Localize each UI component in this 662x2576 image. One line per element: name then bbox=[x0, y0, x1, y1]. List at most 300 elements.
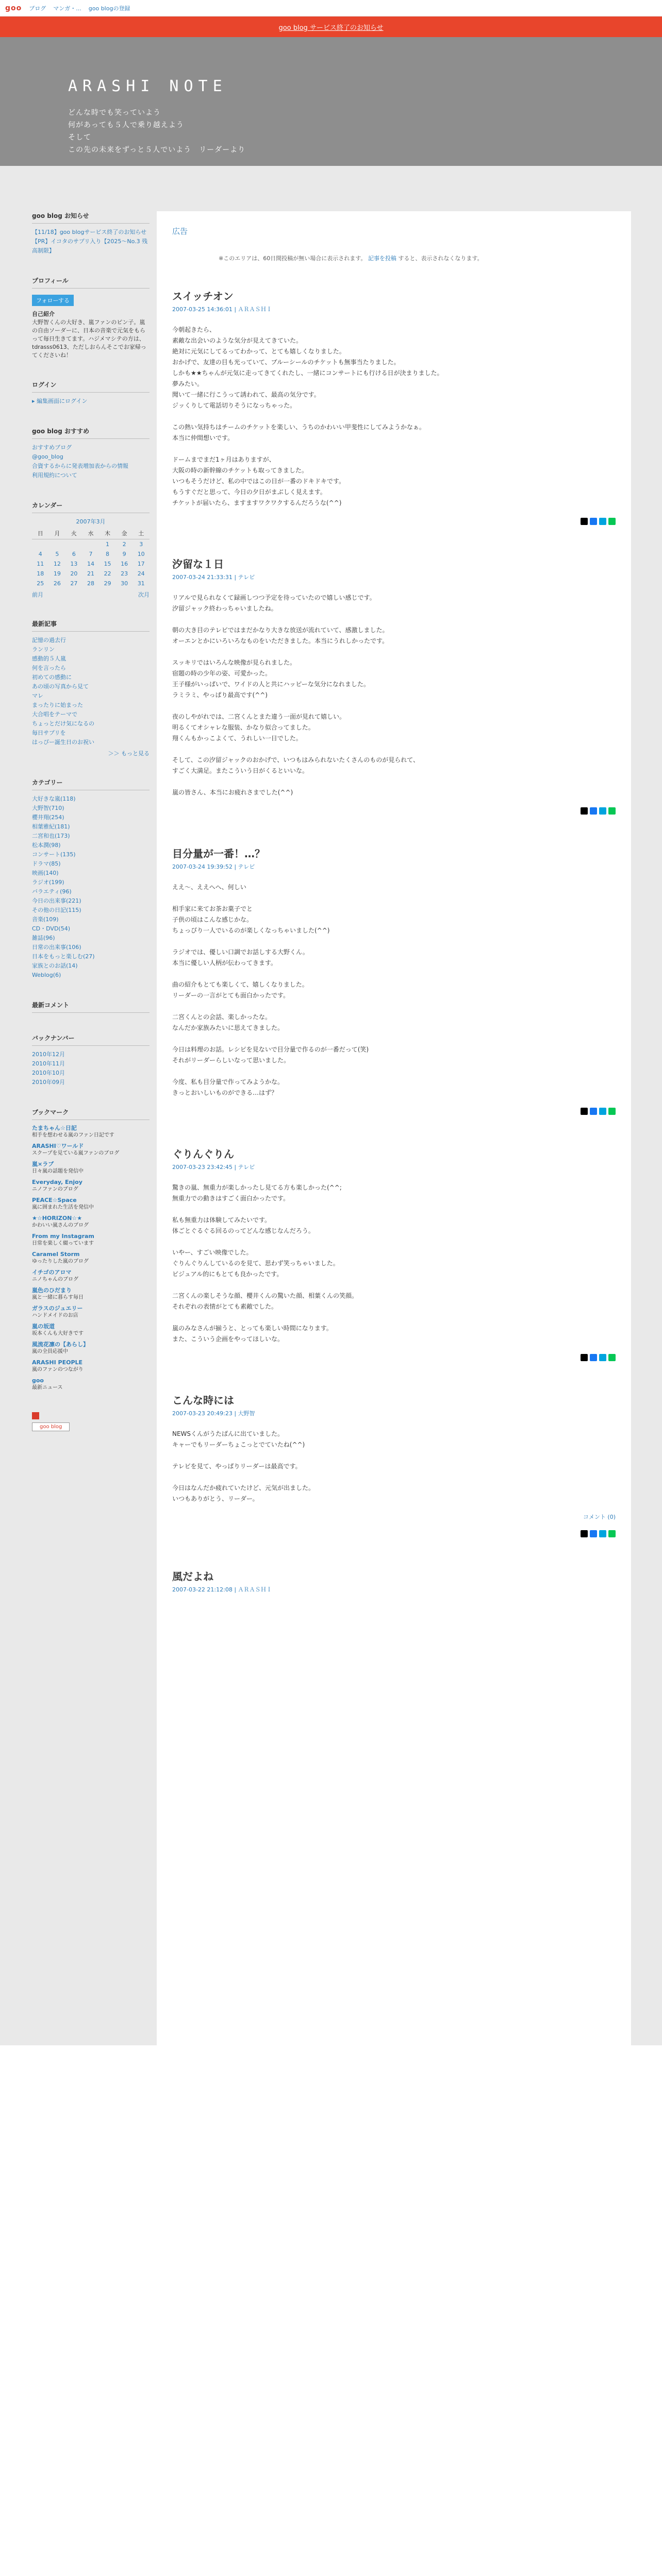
post-title[interactable]: こんな時には bbox=[172, 1394, 234, 1406]
recent-item[interactable]: 初めての感動に bbox=[32, 674, 72, 681]
category-item[interactable]: その他の日記(115) bbox=[32, 907, 81, 913]
post-line: スッキリではいろんな映像が見られました。 bbox=[172, 659, 296, 666]
calendar-day[interactable] bbox=[32, 539, 49, 550]
calendar-day[interactable]: 21 bbox=[87, 570, 94, 577]
post-line: ラジオでは、優しい口調でお話しする大野くん。 bbox=[172, 948, 309, 956]
bookmark-item bbox=[32, 1323, 150, 1337]
bookmark-item bbox=[32, 1214, 150, 1229]
post-body bbox=[172, 325, 616, 509]
bookmark-link[interactable]: Everyday, Enjoy bbox=[32, 1179, 82, 1185]
post-title[interactable]: スイッチオン bbox=[172, 290, 234, 302]
bookmark-link[interactable]: ガラスのジュエリー bbox=[32, 1305, 83, 1312]
calendar-month: 2007年3月 bbox=[76, 518, 106, 525]
recommend-item[interactable]: 合資するからに発表増加表からの情報 bbox=[32, 463, 128, 469]
ad-label: 広告 bbox=[172, 227, 188, 236]
recent-item[interactable]: はっぴー誕生日のお祝い bbox=[32, 739, 94, 745]
bookmark-link[interactable]: From my Instagram bbox=[32, 1233, 94, 1240]
post-line bbox=[172, 744, 616, 755]
category-item[interactable]: 日本をもっと楽しむ(27) bbox=[32, 953, 95, 960]
post-line: いつもありがとう、リーダー。 bbox=[172, 1495, 259, 1502]
recent-item[interactable]: ちょっとだけ気になるの bbox=[32, 720, 94, 727]
recent-item[interactable]: 記憶の過去行 bbox=[32, 637, 66, 643]
post-line: 嵐のみなさんが揃うと、とっても楽しい時間になります。 bbox=[172, 1325, 333, 1332]
post-line: 今日はなんだか疲れていたけど、元気が出ました。 bbox=[172, 1484, 315, 1492]
recent-item[interactable]: マレ bbox=[32, 692, 43, 699]
calendar-day[interactable]: 17 bbox=[137, 561, 145, 567]
post-line bbox=[172, 1450, 616, 1461]
category-item[interactable]: 家族とのお話(14) bbox=[32, 962, 78, 969]
blog-desc-line: そして bbox=[68, 133, 91, 142]
calendar-day[interactable] bbox=[49, 539, 66, 550]
category-item[interactable]: 松本潤(98) bbox=[32, 842, 61, 849]
post-line: それぞれの表情がとても素敵でした。 bbox=[172, 1303, 278, 1310]
post-line: 嵐の皆さん、本当にお疲れさまでした(^^) bbox=[172, 789, 293, 796]
blog-title[interactable]: ARASHI NOTE bbox=[68, 77, 227, 95]
post-line: いやー、すごい映像でした。 bbox=[172, 1249, 253, 1256]
calendar-day[interactable]: 6 bbox=[72, 551, 76, 557]
hatena-share-icon[interactable] bbox=[599, 1530, 606, 1537]
post-line: すごく大満足。またこういう日がくるといいな。 bbox=[172, 767, 309, 774]
category-item[interactable]: Weblog(6) bbox=[32, 972, 61, 978]
bookmark-item bbox=[32, 1286, 150, 1301]
calendar-day[interactable]: 26 bbox=[53, 580, 61, 587]
sidebar-bookmark bbox=[32, 1108, 150, 1392]
share-buttons bbox=[172, 1354, 616, 1361]
sidebar-comments-title: 最新コメント bbox=[32, 1001, 150, 1013]
goo-logo[interactable]: goo bbox=[5, 4, 22, 12]
sidebar-category bbox=[32, 778, 150, 980]
recent-item[interactable]: ランリン bbox=[32, 646, 55, 653]
bookmark-link[interactable]: ARASHI♡ワールド bbox=[32, 1143, 84, 1149]
calendar-day[interactable]: 7 bbox=[89, 551, 93, 557]
blog-post bbox=[172, 1392, 616, 1537]
recent-item[interactable]: 毎日サプリを bbox=[32, 730, 66, 736]
post-line: そして、この汐留ジャックのおかげで、いつもはみられないたくさんのものが見られて、 bbox=[172, 756, 420, 764]
x-share-icon[interactable] bbox=[581, 518, 588, 525]
post-body bbox=[172, 882, 616, 1098]
post-line: 聞いて一緒に行こうって誘われて、最高の気分です。 bbox=[172, 391, 320, 398]
post-line: 絶対に元気にしてるってわかって、とても嬉しくなりました。 bbox=[172, 348, 345, 355]
post-line: きっとおいしいものができる…はず？ bbox=[172, 1089, 278, 1096]
post-line: いつもそうだけど、私の中ではこの日が一番のドキドキです。 bbox=[172, 478, 345, 485]
sidebar-category-title: カテゴリー bbox=[32, 778, 150, 790]
calendar-day[interactable]: 20 bbox=[70, 570, 78, 577]
post-line: 王子様がいっぱいで、ワイドの人と共にハッピーな気分になれました。 bbox=[172, 681, 370, 688]
recommend-item[interactable]: @goo_blog bbox=[32, 453, 63, 460]
facebook-share-icon[interactable] bbox=[590, 1354, 597, 1361]
blog-post bbox=[172, 1568, 616, 1594]
post-line: 本当に優しい人柄が伝わってきます。 bbox=[172, 959, 277, 967]
bookmark-item bbox=[32, 1196, 150, 1211]
goo-blog-badge[interactable]: goo blog bbox=[32, 1422, 70, 1431]
calendar-day[interactable]: 11 bbox=[37, 561, 44, 567]
calendar-day[interactable]: 23 bbox=[121, 570, 128, 577]
share-buttons bbox=[172, 1108, 616, 1115]
post-meta[interactable]: 2007-03-23 23:42:45 | テレビ bbox=[172, 1164, 255, 1171]
post-line: リアルで見られなくて録画しつつ予定を待っていたので嬉しい感じです。 bbox=[172, 594, 376, 601]
hatena-share-icon[interactable] bbox=[599, 1354, 606, 1361]
post-line bbox=[172, 614, 616, 625]
post-line: 大阪の時の新幹線のチケットも取ってきました。 bbox=[172, 467, 308, 474]
post-meta[interactable]: 2007-03-23 20:49:23 | 大野智 bbox=[172, 1410, 255, 1417]
post-line: オーエンとかにいろいろなものをいただきました。本当にうれしかったです。 bbox=[172, 637, 389, 645]
login-link-label: 編集画面にログイン bbox=[37, 398, 88, 404]
post-line bbox=[172, 1236, 616, 1247]
category-item[interactable]: 大野智(710) bbox=[32, 805, 64, 811]
login-link[interactable] bbox=[32, 397, 150, 406]
calendar-day[interactable]: 18 bbox=[37, 570, 44, 577]
post-line: なんだか家族みたいに思えてきました。 bbox=[172, 1024, 284, 1031]
x-share-icon[interactable] bbox=[581, 1108, 588, 1115]
bookmark-item bbox=[32, 1160, 150, 1175]
calendar-day[interactable]: 19 bbox=[53, 570, 61, 577]
calendar-day-header: 金 bbox=[116, 528, 133, 539]
post-line: この熱い気持ちはチームのチケットを楽しい、うちのかわいい甲斐性にしてみようかなぁ。 bbox=[172, 423, 425, 431]
post-line: 今朝起きたら、 bbox=[172, 326, 216, 333]
line-share-icon[interactable] bbox=[608, 1108, 616, 1115]
sidebar-backnumber-title: バックナンバー bbox=[32, 1033, 150, 1046]
bookmark-link[interactable]: goo bbox=[32, 1377, 44, 1384]
backnumber-item[interactable]: 2010年10月 bbox=[32, 1070, 65, 1076]
bookmark-desc: ゆったりした嵐のブログ bbox=[32, 1259, 89, 1264]
sidebar-comments bbox=[32, 1001, 150, 1013]
post-line: 今日は料理のお話。レシピを見ないで目分量で作るのが一番だって(笑) bbox=[172, 1046, 369, 1053]
calendar-day[interactable]: 30 bbox=[121, 580, 128, 587]
category-item[interactable]: 今日の出来事(221) bbox=[32, 897, 81, 904]
calendar-day[interactable]: 31 bbox=[137, 580, 145, 587]
share-buttons bbox=[172, 807, 616, 815]
post-title[interactable]: 汐留な１日 bbox=[172, 558, 224, 570]
post-line: おかげで、友達の目も光っていて、ブルーシールのチケットも無事当たりました。 bbox=[172, 359, 400, 366]
post-line: 相手家に来てお茶お菓子でと bbox=[172, 905, 253, 912]
bookmark-desc: 日常を楽しく綴っています bbox=[32, 1241, 94, 1246]
bookmark-link[interactable]: 嵐の坂道 bbox=[32, 1323, 55, 1330]
calendar-day[interactable]: 3 bbox=[139, 541, 143, 548]
post-line: 曲の紹介もとても楽しくて、嬉しくなりました。 bbox=[172, 981, 308, 988]
recommend-item[interactable]: おすすめブログ bbox=[32, 444, 72, 451]
category-item[interactable]: 二宮和也(173) bbox=[32, 833, 70, 839]
bookmark-desc: 嵐と一緒に暮らす毎日 bbox=[32, 1295, 84, 1300]
post-meta[interactable]: 2007-03-24 21:33:31 | テレビ bbox=[172, 574, 255, 581]
calendar-day-header: 土 bbox=[133, 528, 150, 539]
post-line: ええ～、ええへへ、何しい bbox=[172, 884, 246, 891]
blog-description bbox=[68, 107, 662, 156]
recent-item[interactable]: 何を言ったら bbox=[32, 665, 66, 671]
post-body bbox=[172, 1429, 616, 1504]
sidebar-bookmark-title: ブックマーク bbox=[32, 1108, 150, 1120]
service-notice-link[interactable]: goo blog サービス終了のお知らせ bbox=[278, 24, 384, 32]
post-meta[interactable]: 2007-03-25 14:36:01 | ＡＲＡＳＨＩ bbox=[172, 306, 272, 313]
category-item[interactable]: 映画(140) bbox=[32, 870, 59, 876]
blog-desc-line: 何があっても５人で乗り越えよう bbox=[68, 121, 184, 129]
calendar-day[interactable]: 28 bbox=[87, 580, 94, 587]
ad-notice-link[interactable]: 記事を投稿 bbox=[368, 255, 396, 262]
calendar-day[interactable]: 1 bbox=[106, 541, 110, 548]
post-line: また、こういう企画をやってほしいな。 bbox=[172, 1335, 284, 1343]
bookmark-item bbox=[32, 1268, 150, 1283]
bookmark-link[interactable]: ★☆HORIZON☆★ bbox=[32, 1215, 82, 1222]
facebook-share-icon[interactable] bbox=[590, 1530, 597, 1537]
post-line: ジッくりして電話切りそうになっちゃった。 bbox=[172, 402, 296, 409]
sidebar-recommend bbox=[32, 427, 150, 480]
backnumber-item[interactable]: 2010年09月 bbox=[32, 1079, 65, 1086]
post-line: チケットが届いたら、ますますワクワクするんだろうな(^^) bbox=[172, 499, 342, 506]
login-icon: ▸ bbox=[32, 398, 37, 404]
bookmark-desc: 相手を想わせる嵐のファン日記です bbox=[32, 1132, 114, 1138]
bookmark-desc: 嵐の全員応援中 bbox=[32, 1349, 68, 1354]
post-line bbox=[172, 444, 616, 454]
post-line: 汐留ジャック終わっちゃいましたね。 bbox=[172, 605, 277, 612]
post-line: ちょっぴり一人でいるのが楽しくなっちゃいました(^^) bbox=[172, 927, 330, 934]
bookmark-link[interactable]: 嵐×ラブ bbox=[32, 1161, 54, 1167]
bookmark-desc: 嵐のファンのつながり bbox=[32, 1367, 84, 1372]
post-line: 驚きの嵐、無重力が楽しかったし見てる方も楽しかった(^^; bbox=[172, 1184, 342, 1191]
post-line bbox=[172, 1472, 616, 1483]
bookmark-desc: ハンドメイドのお店 bbox=[32, 1313, 78, 1318]
facebook-share-icon[interactable] bbox=[590, 807, 597, 815]
bookmark-link[interactable]: イチゴのアロマ bbox=[32, 1269, 72, 1276]
post-line bbox=[172, 411, 616, 422]
comment-link[interactable]: コメント (0) bbox=[583, 1514, 616, 1520]
post-line: 二宮くんの楽しそうな顔、櫻井くんの驚いた顔、相葉くんの笑顔。 bbox=[172, 1292, 358, 1299]
recent-item[interactable]: あの頃の写真から見て bbox=[32, 683, 89, 690]
bookmark-item bbox=[32, 1178, 150, 1193]
sidebar-calendar bbox=[32, 501, 150, 599]
calendar-next[interactable]: 次月 bbox=[138, 591, 150, 598]
post-line: キャーでもリーダーちょこっとでていたね(^^) bbox=[172, 1441, 305, 1448]
post-line: 無重力での動きはすごく面白かったです。 bbox=[172, 1195, 290, 1202]
bookmark-link[interactable]: ARASHI PEOPLE bbox=[32, 1359, 83, 1366]
blog-post bbox=[172, 845, 616, 1115]
post-line bbox=[172, 776, 616, 787]
post-line: ビジュアル的にもとても良かったです。 bbox=[172, 1270, 283, 1278]
calendar-day[interactable] bbox=[82, 539, 100, 550]
line-share-icon[interactable] bbox=[608, 518, 616, 525]
sidebar-calendar-title: カレンダー bbox=[32, 501, 150, 513]
rss-icon[interactable] bbox=[32, 1412, 39, 1419]
calendar-day[interactable]: 4 bbox=[38, 551, 42, 557]
bookmark-desc: スクープを見ている嵐ファンのブログ bbox=[32, 1150, 120, 1156]
post-line: 私も無重力は体験してみたいです。 bbox=[172, 1216, 271, 1224]
calendar-day-header: 水 bbox=[82, 528, 100, 539]
category-item[interactable]: 雑誌(96) bbox=[32, 935, 55, 941]
post-line: 本当に仲間想いです。 bbox=[172, 434, 234, 442]
bookmark-item bbox=[32, 1304, 150, 1319]
calendar-day[interactable]: 29 bbox=[104, 580, 111, 587]
sidebar-info-title: goo blog お知らせ bbox=[32, 211, 150, 224]
post-line: ぐりんぐりんしているのを見て、思わず笑っちゃいました。 bbox=[172, 1260, 339, 1267]
calendar-day[interactable]: 24 bbox=[137, 570, 145, 577]
bookmark-link[interactable]: たまちゃん☆日記 bbox=[32, 1125, 77, 1131]
post-line: NEWSくんがうたばんに出ていました。 bbox=[172, 1430, 284, 1437]
post-body bbox=[172, 592, 616, 798]
calendar-day[interactable]: 2 bbox=[122, 541, 126, 548]
post-line bbox=[172, 701, 616, 711]
category-item[interactable]: 音楽(109) bbox=[32, 916, 59, 923]
ad-notice-tail: すると、表示されなくなります。 bbox=[398, 255, 483, 262]
post-line: 子供の頃はこんな感じかな。 bbox=[172, 916, 253, 923]
calendar-day[interactable]: 5 bbox=[55, 551, 59, 557]
bookmark-link[interactable]: 嵐色のひだまり bbox=[32, 1287, 72, 1294]
topbar-link-manga[interactable]: マンガ・... bbox=[53, 5, 81, 12]
post-line: もうすぐだと思って、今日の夕日がまぶしく見えます。 bbox=[172, 488, 326, 496]
calendar-day[interactable]: 13 bbox=[70, 561, 78, 567]
sidebar-backnumber bbox=[32, 1033, 150, 1087]
calendar-day[interactable]: 16 bbox=[121, 561, 128, 567]
calendar-day[interactable]: 10 bbox=[137, 551, 145, 557]
hatena-share-icon[interactable] bbox=[599, 807, 606, 815]
category-item[interactable]: 大好きな嵐(118) bbox=[32, 795, 76, 802]
service-notice-bar bbox=[0, 16, 662, 37]
category-item[interactable]: 櫻井翔(254) bbox=[32, 814, 64, 821]
bookmark-link[interactable]: PEACE☆Space bbox=[32, 1197, 77, 1204]
recent-item[interactable]: 感動的５人嵐 bbox=[32, 655, 66, 662]
share-buttons bbox=[172, 518, 616, 525]
recent-item[interactable]: まったりに始まった bbox=[32, 702, 83, 708]
calendar-day[interactable]: 15 bbox=[104, 561, 111, 567]
category-item[interactable]: ラジオ(199) bbox=[32, 879, 64, 886]
sidebar bbox=[0, 211, 155, 2045]
page-body bbox=[0, 166, 662, 2045]
post-line: リーダーの一言がとても面白かったです。 bbox=[172, 992, 290, 999]
blog-desc-line: この先の未来をずっと５人でいよう リーダーより bbox=[68, 146, 246, 154]
x-share-icon[interactable] bbox=[581, 1530, 588, 1537]
post-line: 明るくてオシャレな服装、かなり似合ってました。 bbox=[172, 724, 315, 731]
calendar-table bbox=[32, 528, 150, 588]
bookmark-link[interactable]: Caramel Storm bbox=[32, 1251, 80, 1258]
calendar-day-header: 木 bbox=[99, 528, 116, 539]
calendar-day-header: 月 bbox=[49, 528, 66, 539]
blog-header bbox=[0, 37, 662, 166]
calendar-day[interactable] bbox=[65, 539, 82, 550]
post-line bbox=[172, 1312, 616, 1323]
post-line: 夢みたい。 bbox=[172, 380, 204, 387]
sidebar-info bbox=[32, 211, 150, 256]
sidebar-recommend-title: goo blog おすすめ bbox=[32, 427, 150, 439]
ad-notice bbox=[172, 254, 616, 262]
bookmark-item bbox=[32, 1377, 150, 1392]
x-share-icon[interactable] bbox=[581, 1354, 588, 1361]
post-line bbox=[172, 1001, 616, 1012]
hatena-share-icon[interactable] bbox=[599, 1108, 606, 1115]
facebook-share-icon[interactable] bbox=[590, 1108, 597, 1115]
sidebar-login bbox=[32, 380, 150, 406]
post-line bbox=[172, 936, 616, 947]
sidebar-profile-title: プロフィール bbox=[32, 276, 150, 289]
blog-desc-line: どんな時でも笑っていよう bbox=[68, 109, 161, 117]
calendar-day[interactable]: 12 bbox=[53, 561, 61, 567]
post-meta[interactable]: 2007-03-24 19:39:52 | テレビ bbox=[172, 863, 255, 870]
facebook-share-icon[interactable] bbox=[590, 518, 597, 525]
bookmark-desc: 坂本くんも大好きです bbox=[32, 1331, 84, 1336]
bookmark-desc: 嵐に囲まれた生活を発信中 bbox=[32, 1205, 94, 1210]
calendar-day[interactable]: 14 bbox=[87, 561, 94, 567]
bookmark-item bbox=[32, 1359, 150, 1374]
post-line: 翔くんもかっこよくて、うれしい一日でした。 bbox=[172, 735, 302, 742]
bookmark-item bbox=[32, 1142, 150, 1157]
post-line bbox=[172, 647, 616, 657]
post-line: 宿題の時の少年の姿、可愛かった。 bbox=[172, 670, 272, 677]
blog-post bbox=[172, 556, 616, 815]
calendar-day[interactable]: 9 bbox=[122, 551, 126, 557]
sidebar-recent bbox=[32, 619, 150, 757]
top-bar bbox=[0, 0, 662, 16]
category-item[interactable]: CD・DVD(54) bbox=[32, 925, 71, 932]
bookmark-link[interactable]: 風流花凛の【あらし】 bbox=[32, 1341, 89, 1348]
recent-more-link[interactable]: ＞＞ もっと見る bbox=[108, 750, 150, 757]
x-share-icon[interactable] bbox=[581, 807, 588, 815]
post-line: テレビを見て、やっぱりリーダーは最高です。 bbox=[172, 1463, 302, 1470]
calendar-day[interactable]: 27 bbox=[70, 580, 78, 587]
post-line bbox=[172, 1066, 616, 1077]
main-content bbox=[157, 211, 631, 2045]
post-line: ドームまでまだ1ヶ月はありますが、 bbox=[172, 456, 275, 463]
recommend-item[interactable]: 利用規約について bbox=[32, 472, 77, 479]
calendar-day[interactable]: 22 bbox=[104, 570, 111, 577]
post-line: しかも★★ちゃんが元気に走ってきてくれたし、一緒にコンサートにも行ける日が決まりました。 bbox=[172, 369, 443, 377]
calendar-nav bbox=[32, 590, 150, 599]
bookmark-desc: 最新ニュース bbox=[32, 1385, 63, 1391]
profile-text: 大野智くんの大好き、嵐ファンのピン子。嵐の自由ソーダーに、日本の音楽で元気をもらって毎日生きてます。ハジメマシテの方は、tdrasss0613、ただしおらんそこでお家帰ってくださいね！ bbox=[32, 319, 146, 359]
topbar-link-register[interactable]: goo blogの登録 bbox=[88, 5, 130, 12]
bookmark-desc: ニノちゃんのブログ bbox=[32, 1277, 78, 1282]
bookmark-desc: 日々嵐の話題を発信中 bbox=[32, 1168, 84, 1174]
sidebar-login-title: ログイン bbox=[32, 380, 150, 393]
sidebar-info-item[interactable]: 【11/18】goo blogサービス終了のお知らせ bbox=[32, 229, 147, 235]
bookmark-desc: ニノファンのブログ bbox=[32, 1187, 78, 1192]
bookmark-item bbox=[32, 1250, 150, 1265]
line-share-icon[interactable] bbox=[608, 807, 616, 815]
calendar-day[interactable]: 25 bbox=[37, 580, 44, 587]
backnumber-item[interactable]: 2010年12月 bbox=[32, 1051, 65, 1058]
post-meta[interactable]: 2007-03-22 21:12:08 | ＡＲＡＳＨＩ bbox=[172, 1586, 272, 1593]
category-item[interactable]: コンサート(135) bbox=[32, 851, 76, 858]
post-line: ラミラミ、やっぱり最高です(^^) bbox=[172, 691, 268, 699]
calendar-day[interactable]: 8 bbox=[106, 551, 110, 557]
backnumber-item[interactable]: 2010年11月 bbox=[32, 1060, 65, 1067]
profile-name: 自己紹介 bbox=[32, 311, 55, 317]
post-line: 体ごとぐるぐる回るのってどんな感じなんだろう。 bbox=[172, 1227, 315, 1234]
post-line bbox=[172, 969, 616, 979]
category-item[interactable]: ドラマ(85) bbox=[32, 860, 61, 867]
hatena-share-icon[interactable] bbox=[599, 518, 606, 525]
post-title[interactable]: 目分量が一番！…？ bbox=[172, 848, 265, 860]
category-item[interactable]: 相葉雅紀(181) bbox=[32, 823, 70, 830]
sidebar-badge bbox=[32, 1412, 150, 1431]
line-share-icon[interactable] bbox=[608, 1530, 616, 1537]
post-line: 今度、私も目分量で作ってみようかな。 bbox=[172, 1078, 284, 1086]
post-line: 素敵な出会いのような気分が見えてきていた。 bbox=[172, 337, 303, 344]
category-item[interactable]: バラエティ(96) bbox=[32, 888, 72, 895]
share-buttons bbox=[172, 1530, 616, 1537]
post-line: 朝の大き目のテレビではまだかなり大きな放送が流れていて、感激しました。 bbox=[172, 626, 389, 634]
ad-notice-text: ※このエリアは、60日間投稿が無い場合に表示されます。 bbox=[219, 255, 367, 262]
post-title[interactable]: 風だよね bbox=[172, 1570, 213, 1583]
topbar-link-blog[interactable]: ブログ bbox=[29, 5, 46, 12]
category-item[interactable]: 日常の出来事(106) bbox=[32, 944, 81, 951]
recent-item[interactable]: 大合唱をテーマで bbox=[32, 711, 77, 718]
calendar-prev[interactable]: 前月 bbox=[32, 591, 43, 598]
post-title[interactable]: ぐりんぐりん bbox=[172, 1148, 234, 1160]
post-line bbox=[172, 1280, 616, 1291]
follow-button[interactable]: フォローする bbox=[32, 295, 74, 306]
bookmark-item bbox=[32, 1232, 150, 1247]
post-line: 二宮くんとの会話、楽しかったな。 bbox=[172, 1013, 272, 1021]
line-share-icon[interactable] bbox=[608, 1354, 616, 1361]
post-body bbox=[172, 1182, 616, 1345]
sidebar-info-item[interactable]: 【PR】イコタのサプリ入り【2025～No.3 残高制限】 bbox=[32, 238, 148, 254]
post-line bbox=[172, 893, 616, 904]
